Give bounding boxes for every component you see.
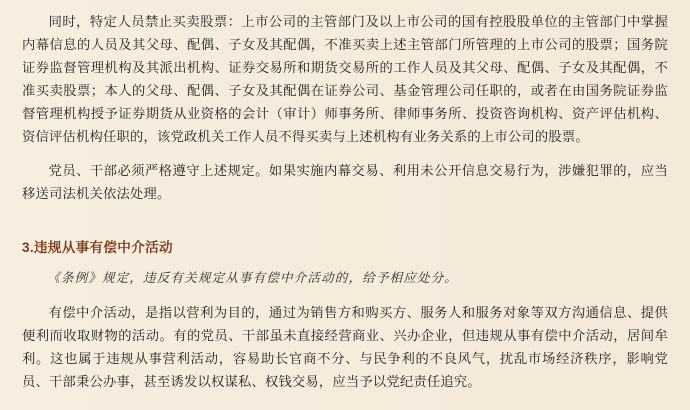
paragraph-insider-trading-restrictions: 同时，特定人员禁止买卖股票：上市公司的主管部门及以上市公司的国有控股股单位的主管部门中掌握内幕信息的人员及其父母、配偶、子女及其配偶，不准买卖上述主管部门所管理的上市公司的股票；国务院证券监督管理机构及其派出机构、证券交易所和期货交易所的工作人员及其父母、配偶、子女及其配偶，不准买卖股票；本人的父母、配偶、子女及其配偶在证券公司、基金管理公司任职的，或者在由国务院证券监督管理机构授予证券期货从业资格的会计（审计）师事务所、律师事务所、投资咨询机构、资产评估机构、资信评估机构任职的，该党政机关工作人员不得买卖与上述机构有业务关系的上市公司的股票。 (22, 14, 668, 144)
paragraph-party-member-compliance: 党员、干部必须严格遵守上述规定。如果实施内幕交易、利用未公开信息交易行为，涉嫌犯罪的，应当移送司法机关依法处理。 (22, 163, 668, 201)
paragraph-paid-intermediary-explanation: 有偿中介活动，是指以营利为目的，通过为销售方和购买方、服务人和服务对象等双方沟通信息、提供便利而收取财物的活动。有的党员、干部虽未直接经营商业、兴办企业，但违规从事有偿中介活动，居间牟利。这也属于违规从事营利活动，容易助长官商不分、与民争利的不良风气，扰乱市场经济秩序，影响党员、干部秉公办事，甚至诱发以权谋私、权钱交易，应当予以党纪责任追究。 (22, 305, 668, 389)
regulation-quote: 《条例》规定，违反有关规定从事有偿中介活动的，给予相应处分。 (47, 271, 458, 285)
section-spacer (22, 216, 668, 220)
section-heading-paid-intermediary: 3.违规从事有偿中介活动 (22, 240, 173, 255)
